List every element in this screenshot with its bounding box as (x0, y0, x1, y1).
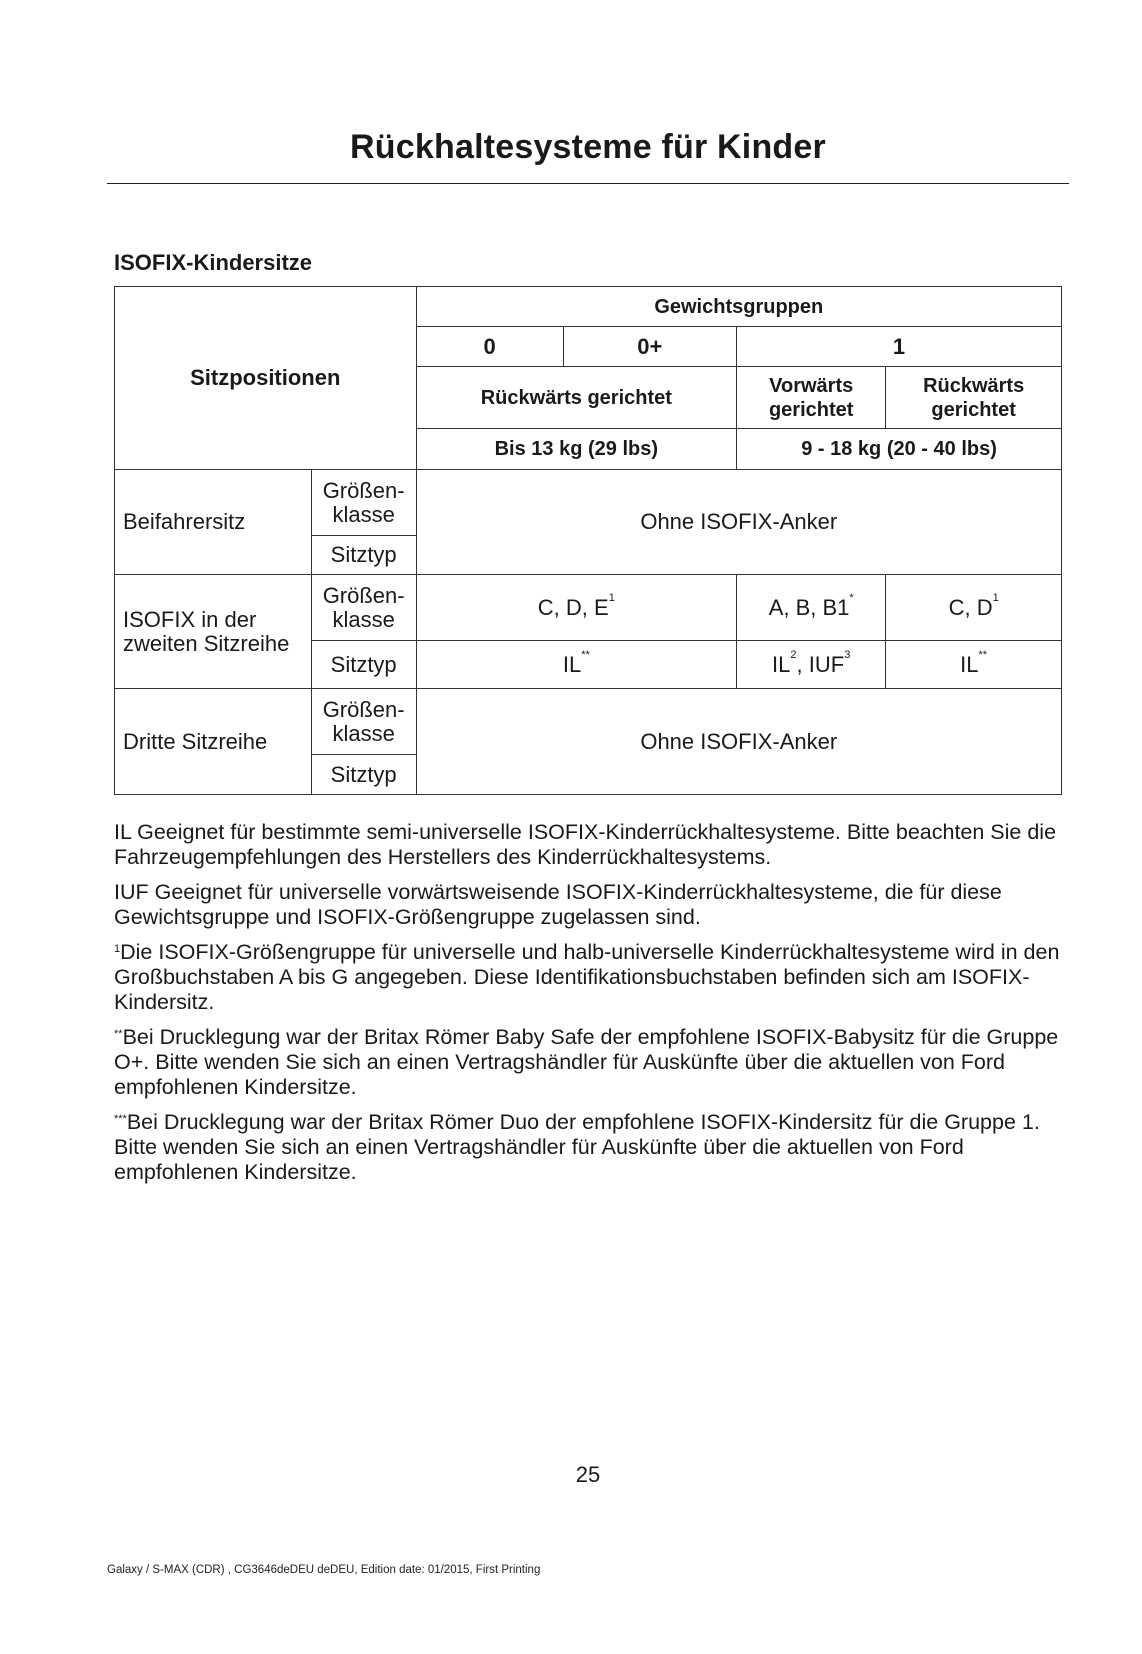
page-footer: Galaxy / S-MAX (CDR) , CG3646deDEU deDEU, Edition date: 01/2015, First Printing (107, 1564, 541, 1576)
header-vorwaerts: Vorwärts gerichtet (737, 367, 886, 429)
cell-sitztyp: Sitztyp (311, 536, 416, 575)
cell-size-forward (737, 575, 886, 641)
cell-beifahrersitz-value: Ohne ISOFIX-Anker (416, 470, 1061, 575)
header-rueckwaerts-group1: Rückwärts gerichtet (886, 367, 1062, 429)
header-gewichtsgruppen: Gewichtsgruppen (416, 287, 1061, 327)
group-0: 0 (416, 327, 563, 367)
footnote-2 (114, 1025, 1069, 1100)
weight-group-0: Bis 13 kg (29 lbs) (416, 429, 737, 470)
header-rueckwaerts: Rückwärts gerichtet (416, 367, 737, 429)
cell-groessenklasse: Größen-klasse (311, 689, 416, 755)
footnote-iuf: IUF Geeignet für universelle vorwärtsweisende ISOFIX-Kinderrückhaltesysteme, die für diese Gewichtsgruppe und ISOFIX-Größengruppe zugelassen sind. (114, 880, 1002, 929)
footnote-mark: ** (114, 1028, 123, 1040)
section-heading: ISOFIX-Kindersitze (114, 250, 313, 275)
footnote-mark: 1 (114, 943, 121, 955)
cell-size-rearward (886, 575, 1062, 641)
group-0-plus: 0+ (563, 327, 737, 367)
footnote-mark: *** (114, 1113, 127, 1125)
size-forward-value: A, B, B1 (768, 594, 850, 620)
cell-dritte-sitzreihe-value: Ohne ISOFIX-Anker (416, 689, 1061, 795)
page-number: 25 (575, 1462, 601, 1487)
footnote-ref: ** (581, 648, 590, 661)
footnote-ref: 1 (992, 591, 999, 604)
row-label-beifahrersitz: Beifahrersitz (115, 470, 312, 575)
footnote-text: Bei Drucklegung war der Britax Römer Baby Safe der empfohlene ISOFIX-Babysitz für die Gruppe O+. Bitte wenden Sie sich an einen Vertragshändler für Auskünfte über die aktuellen von Ford empfohlenen Kindersitze. (114, 1025, 1059, 1099)
title-divider (107, 183, 1069, 184)
footnote-ref: 2 (790, 648, 797, 661)
cell-groessenklasse: Größen-klasse (311, 575, 416, 641)
type-rearward-value: IL (960, 651, 979, 677)
isofix-table (114, 286, 1062, 795)
footnotes (114, 820, 1069, 1195)
cell-groessenklasse: Größen-klasse (311, 470, 416, 536)
type-forward-separator: , (796, 651, 809, 677)
cell-sitztyp: Sitztyp (311, 755, 416, 795)
footnote-text: Die ISOFIX-Größengruppe für universelle und halb-universelle Kinderrückhaltesysteme wird in den Großbuchstaben A bis G angegeben. Diese Identifikationsbuchstaben befinden sich am ISOFIX-Kindersitz. (114, 940, 1060, 1014)
footnote-il: IL Geeignet für bestimmte semi-universelle ISOFIX-Kinderrückhaltesysteme. Bitte beachten Sie die Fahrzeugempfehlungen des Herstellers des Kinderrückhaltesystems. (114, 820, 1057, 869)
cell-size-group-0 (416, 575, 737, 641)
cell-type-forward (737, 641, 886, 689)
row-label-zweite-sitzreihe: ISOFIX in der zweiten Sitzreihe (115, 575, 312, 689)
weight-group-1: 9 - 18 kg (20 - 40 lbs) (737, 429, 1062, 470)
footnote-ref: * (849, 591, 854, 604)
header-sitzpositionen: Sitzpositionen (115, 287, 417, 470)
footnote-ref: 1 (608, 591, 615, 604)
footnote-ref: ** (978, 648, 988, 661)
footnote-1 (114, 940, 1069, 1015)
type-forward-il: IL (772, 651, 791, 677)
cell-type-group-0 (416, 641, 737, 689)
row-label-dritte-sitzreihe: Dritte Sitzreihe (115, 689, 312, 795)
type-forward-iuf: IUF (808, 651, 845, 677)
size-group-0-value: C, D, E (537, 594, 609, 620)
cell-sitztyp: Sitztyp (311, 641, 416, 689)
size-rearward-value: C, D (948, 594, 993, 620)
footnote-3 (114, 1110, 1069, 1185)
cell-type-rearward (886, 641, 1062, 689)
page-title: Rückhaltesysteme für Kinder (350, 128, 826, 166)
group-1: 1 (737, 327, 1062, 367)
footnote-ref: 3 (844, 648, 851, 661)
footnote-text: Bei Drucklegung war der Britax Römer Duo der empfohlene ISOFIX-Kindersitz für die Gruppe 1. Bitte wenden Sie sich an einen Vertragshändler für Auskünfte über die aktuellen von Ford empfohlenen Kindersitze. (114, 1110, 1040, 1184)
type-group-0-value: IL (562, 651, 582, 677)
